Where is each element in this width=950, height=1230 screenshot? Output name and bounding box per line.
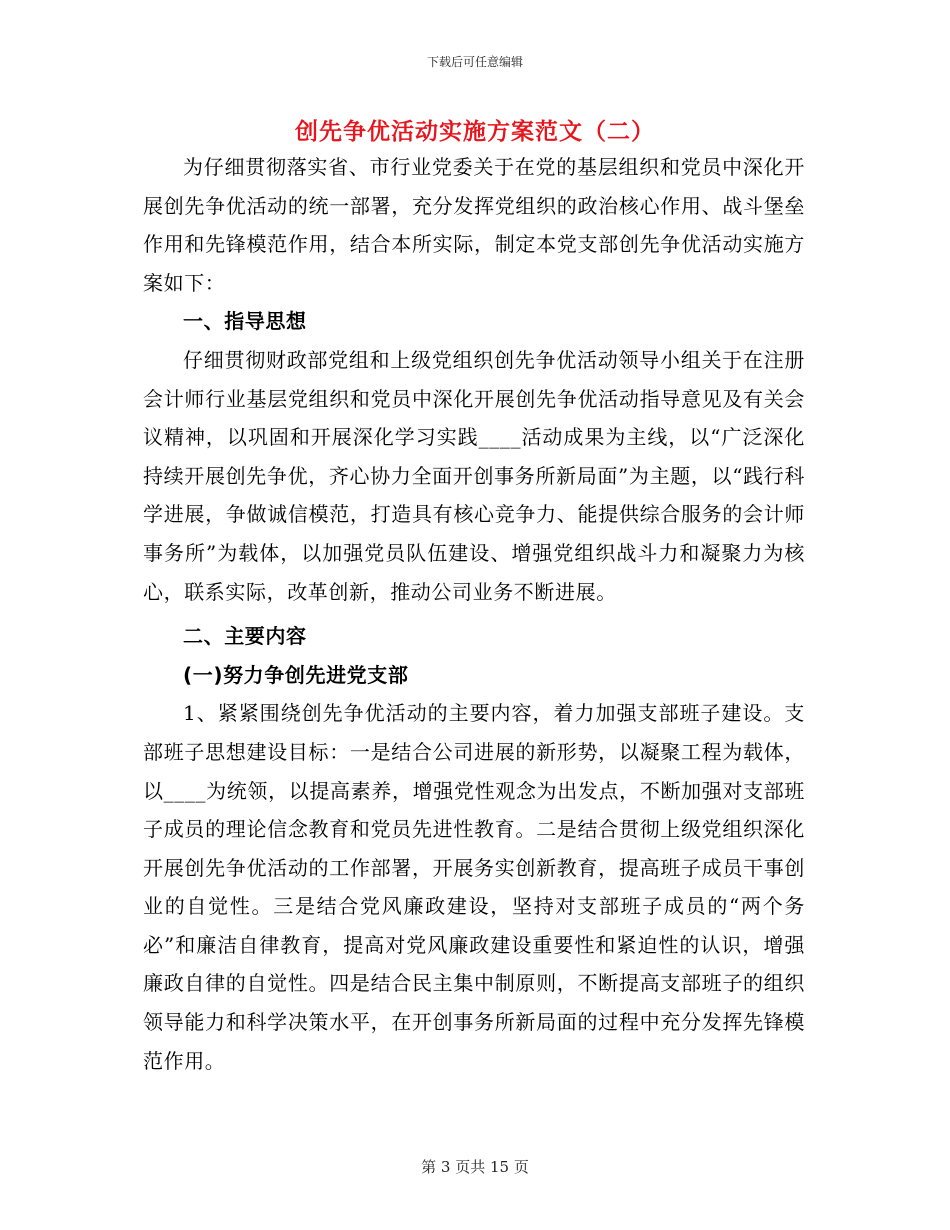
document-body (143, 148, 805, 1080)
page-footer: 第 3 页共 15 页 (421, 1158, 529, 1176)
paragraph-item-1: 1、紧紧围绕创先争优活动的主要内容，着力加强支部班子建设。支部班子思想建设目标：一是结合公司进展的新形势，以凝聚工程为载体，以____为统领，以提高素养，增强党性观念为出发点，不断加强对支部班子成员的理论信念教育和党员先进性教育。二是结合贯彻上级党组织深化开展创先争优活动的工作部署，开展务实创新教育，提高班子成员干事创业的自觉性。三是结合党风廉政建设，坚持对支部班子成员的“两个务必”和廉洁自律教育，提高对党风廉政建设重要性和紧迫性的认识，增强廉政自律的自觉性。四是结合民主集中制原则，不断提高支部班子的组织领导能力和科学决策水平，在开创事务所新局面的过程中充分发挥先锋模范作用。 (143, 701, 805, 1073)
subsection-heading-advanced-branch: (一)努力争创先进党支部 (183, 662, 409, 687)
section-heading-guiding-thought: 一、指导思想 (183, 309, 307, 334)
document-title: 创先争优活动实施方案范文（二） (295, 118, 655, 145)
paragraph-intro: 为仔细贯彻落实省、市行业党委关于在党的基层组织和党员中深化开展创先争优活动的统一部署，充分发挥党组织的政治核心作用、战斗堡垒作用和先锋模范作用，结合本所实际，制定本党支部创先争优活动实施方案如下： (143, 155, 805, 295)
header-note: 下载后可任意编辑 (426, 55, 523, 69)
paragraph-guiding-thought: 仔细贯彻财政部党组和上级党组织创先争优活动领导小组关于在注册会计师行业基层党组织和党员中深化开展创先争优活动指导意见及有关会议精神，以巩固和开展深化学习实践____活动成果为主线，以“广泛深化持续开展创先争优，齐心协力全面开创事务所新局面”为主题，以“践行科学进展，争做诚信模范，打造具有核心竞争力、能提供综合服务的会计师事务所”为载体，以加强党员队伍建设、增强党组织战斗力和凝聚力为核心，联系实际，改革创新，推动公司业务不断进展。 (143, 347, 805, 604)
section-heading-main-content: 二、主要内容 (183, 624, 307, 649)
